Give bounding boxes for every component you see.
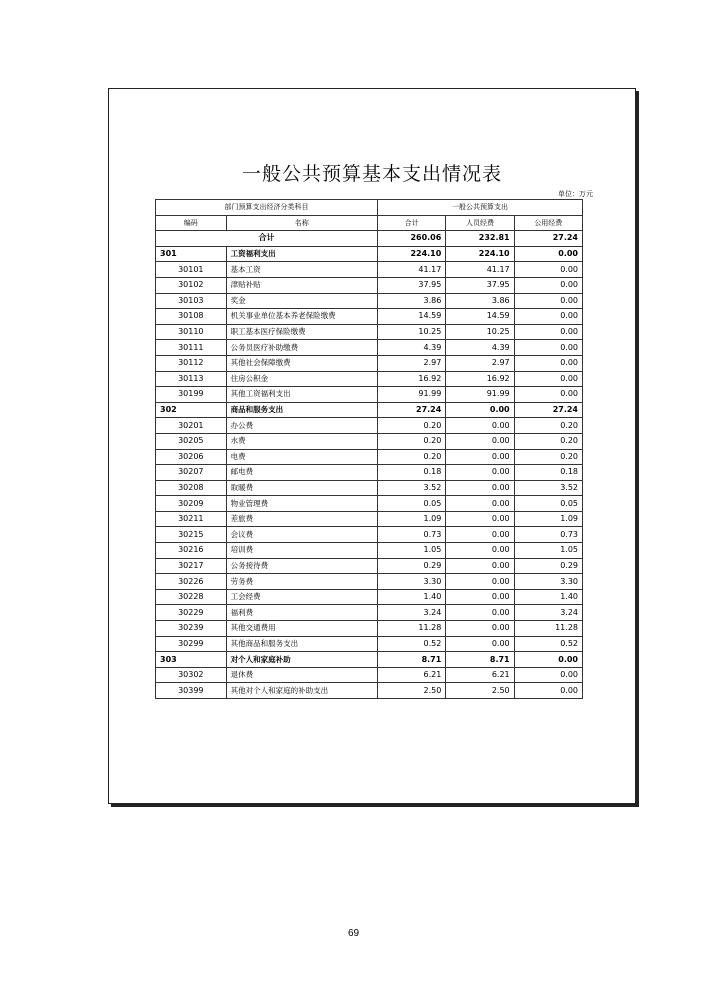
code-cell: 30112 (156, 355, 227, 371)
total-cell: 4.39 (378, 340, 446, 356)
name-cell: 电费 (226, 449, 377, 465)
total-cell: 260.06 (378, 231, 446, 247)
code-cell: 30229 (156, 605, 227, 621)
total-cell: 224.10 (378, 246, 446, 262)
personnel-cell: 0.00 (446, 402, 514, 418)
total-cell: 3.24 (378, 605, 446, 621)
total-cell: 11.28 (378, 621, 446, 637)
category-row (156, 246, 583, 262)
public-cell: 0.00 (514, 683, 582, 699)
name-cell: 劳务费 (226, 574, 377, 590)
personnel-cell: 0.00 (446, 558, 514, 574)
total-cell: 3.30 (378, 574, 446, 590)
total-cell: 1.09 (378, 511, 446, 527)
personnel-cell: 41.17 (446, 262, 514, 278)
code-cell: 30103 (156, 293, 227, 309)
code-cell: 30209 (156, 496, 227, 512)
public-cell: 0.00 (514, 277, 582, 293)
public-cell: 1.40 (514, 589, 582, 605)
total-cell: 27.24 (378, 402, 446, 418)
name-cell: 职工基本医疗保险缴费 (226, 324, 377, 340)
name-cell: 住房公积金 (226, 371, 377, 387)
name-cell: 培训费 (226, 543, 377, 559)
name-cell: 其他交通费用 (226, 621, 377, 637)
code-cell: 30215 (156, 527, 227, 543)
total-cell: 0.05 (378, 496, 446, 512)
name-cell: 物业管理费 (226, 496, 377, 512)
code-cell: 30211 (156, 511, 227, 527)
budget-expenditure-table (155, 199, 583, 699)
name-cell: 公务接待费 (226, 558, 377, 574)
table-row (156, 496, 583, 512)
name-cell: 工会经费 (226, 589, 377, 605)
code-cell: 30201 (156, 418, 227, 434)
public-cell: 0.73 (514, 527, 582, 543)
personnel-cell: 0.00 (446, 496, 514, 512)
personnel-cell: 3.86 (446, 293, 514, 309)
personnel-cell: 14.59 (446, 309, 514, 325)
code-cell: 30111 (156, 340, 227, 356)
name-cell: 水费 (226, 433, 377, 449)
personnel-cell: 2.50 (446, 683, 514, 699)
public-cell: 3.30 (514, 574, 582, 590)
code-cell: 303 (156, 652, 227, 668)
personnel-cell: 0.00 (446, 605, 514, 621)
table-row (156, 667, 583, 683)
total-cell: 0.20 (378, 418, 446, 434)
public-cell: 0.00 (514, 293, 582, 309)
code-cell: 30226 (156, 574, 227, 590)
personnel-cell: 8.71 (446, 652, 514, 668)
public-cell: 0.29 (514, 558, 582, 574)
category-row (156, 652, 583, 668)
name-cell: 基本工资 (226, 262, 377, 278)
name-cell: 奖金 (226, 293, 377, 309)
table-row (156, 309, 583, 325)
personnel-cell: 0.00 (446, 636, 514, 652)
public-cell: 0.20 (514, 449, 582, 465)
public-cell: 0.00 (514, 324, 582, 340)
table-row (156, 636, 583, 652)
code-cell: 30110 (156, 324, 227, 340)
public-cell: 0.18 (514, 465, 582, 481)
table-row (156, 449, 583, 465)
name-cell: 差旅费 (226, 511, 377, 527)
name-cell: 办公费 (226, 418, 377, 434)
category-row (156, 402, 583, 418)
total-cell: 3.52 (378, 480, 446, 496)
name-cell: 工资福利支出 (226, 246, 377, 262)
table-row (156, 589, 583, 605)
total-cell: 0.18 (378, 465, 446, 481)
personnel-cell: 91.99 (446, 387, 514, 403)
personnel-cell: 0.00 (446, 449, 514, 465)
page-number: 69 (347, 928, 360, 939)
code-cell: 30101 (156, 262, 227, 278)
name-cell: 津贴补贴 (226, 277, 377, 293)
code-cell: 30399 (156, 683, 227, 699)
public-cell: 0.00 (514, 667, 582, 683)
personnel-cell: 0.00 (446, 527, 514, 543)
total-cell: 91.99 (378, 387, 446, 403)
table-row (156, 371, 583, 387)
code-cell: 30205 (156, 433, 227, 449)
personnel-cell: 10.25 (446, 324, 514, 340)
table-row (156, 605, 583, 621)
personnel-cell: 0.00 (446, 543, 514, 559)
total-cell: 37.95 (378, 277, 446, 293)
code-cell: 30239 (156, 621, 227, 637)
total-label: 合计 (156, 231, 378, 247)
personnel-cell: 0.00 (446, 433, 514, 449)
code-cell: 30108 (156, 309, 227, 325)
total-cell: 3.86 (378, 293, 446, 309)
total-cell: 1.05 (378, 543, 446, 559)
personnel-cell: 0.00 (446, 589, 514, 605)
total-cell: 8.71 (378, 652, 446, 668)
table-row (156, 293, 583, 309)
public-cell: 27.24 (514, 402, 582, 418)
name-cell: 公务员医疗补助缴费 (226, 340, 377, 356)
total-cell: 0.29 (378, 558, 446, 574)
public-cell: 0.00 (514, 371, 582, 387)
name-cell: 福利费 (226, 605, 377, 621)
public-cell: 1.09 (514, 511, 582, 527)
public-cell: 0.20 (514, 418, 582, 434)
document-title: 一般公共预算基本支出情况表 (241, 163, 502, 185)
code-cell: 30207 (156, 465, 227, 481)
code-cell: 302 (156, 402, 227, 418)
code-cell: 30113 (156, 371, 227, 387)
table-row (156, 433, 583, 449)
name-cell: 其他社会保障缴费 (226, 355, 377, 371)
public-cell: 0.00 (514, 262, 582, 278)
public-cell: 0.00 (514, 309, 582, 325)
table-row (156, 465, 583, 481)
name-cell: 机关事业单位基本养老保险缴费 (226, 309, 377, 325)
name-cell: 退休费 (226, 667, 377, 683)
column-header-total: 合计 (378, 215, 446, 231)
public-cell: 0.00 (514, 340, 582, 356)
header-classification-group: 部门预算支出经济分类科目 (156, 200, 378, 216)
personnel-cell: 4.39 (446, 340, 514, 356)
name-cell: 其他工资福利支出 (226, 387, 377, 403)
public-cell: 0.00 (514, 387, 582, 403)
name-cell: 会议费 (226, 527, 377, 543)
table-row (156, 262, 583, 278)
total-cell: 16.92 (378, 371, 446, 387)
name-cell: 邮电费 (226, 465, 377, 481)
code-cell: 30206 (156, 449, 227, 465)
public-cell: 1.05 (514, 543, 582, 559)
code-cell: 301 (156, 246, 227, 262)
public-cell: 0.00 (514, 355, 582, 371)
public-cell: 3.52 (514, 480, 582, 496)
table-column-header-row (156, 215, 583, 231)
public-cell: 0.05 (514, 496, 582, 512)
unit-label: 单位：万元 (558, 190, 593, 198)
personnel-cell: 0.00 (446, 511, 514, 527)
table-row (156, 418, 583, 434)
code-cell: 30299 (156, 636, 227, 652)
table-group-header-row (156, 200, 583, 216)
personnel-cell: 37.95 (446, 277, 514, 293)
personnel-cell: 0.00 (446, 418, 514, 434)
table-row (156, 683, 583, 699)
personnel-cell: 232.81 (446, 231, 514, 247)
total-row (156, 231, 583, 247)
name-cell: 对个人和家庭补助 (226, 652, 377, 668)
public-cell: 0.00 (514, 246, 582, 262)
code-cell: 30302 (156, 667, 227, 683)
total-cell: 6.21 (378, 667, 446, 683)
public-cell: 11.28 (514, 621, 582, 637)
table-row (156, 511, 583, 527)
personnel-cell: 2.97 (446, 355, 514, 371)
total-cell: 0.20 (378, 449, 446, 465)
name-cell: 商品和服务支出 (226, 402, 377, 418)
total-cell: 2.97 (378, 355, 446, 371)
personnel-cell: 0.00 (446, 465, 514, 481)
name-cell: 其他对个人和家庭的补助支出 (226, 683, 377, 699)
name-cell: 其他商品和服务支出 (226, 636, 377, 652)
document-page-frame (108, 88, 636, 804)
personnel-cell: 0.00 (446, 480, 514, 496)
code-cell: 30102 (156, 277, 227, 293)
table-row (156, 621, 583, 637)
personnel-cell: 0.00 (446, 621, 514, 637)
personnel-cell: 0.00 (446, 574, 514, 590)
total-cell: 1.40 (378, 589, 446, 605)
table-row (156, 324, 583, 340)
code-cell: 30216 (156, 543, 227, 559)
code-cell: 30208 (156, 480, 227, 496)
table-row (156, 387, 583, 403)
total-cell: 0.20 (378, 433, 446, 449)
personnel-cell: 16.92 (446, 371, 514, 387)
table-row (156, 527, 583, 543)
total-cell: 2.50 (378, 683, 446, 699)
personnel-cell: 6.21 (446, 667, 514, 683)
personnel-cell: 224.10 (446, 246, 514, 262)
table-row (156, 558, 583, 574)
table-row (156, 355, 583, 371)
public-cell: 0.00 (514, 652, 582, 668)
public-cell: 27.24 (514, 231, 582, 247)
column-header-public: 公用经费 (514, 215, 582, 231)
total-cell: 14.59 (378, 309, 446, 325)
column-header-name: 名称 (226, 215, 377, 231)
column-header-personnel: 人员经费 (446, 215, 514, 231)
public-cell: 3.24 (514, 605, 582, 621)
total-cell: 41.17 (378, 262, 446, 278)
public-cell: 0.52 (514, 636, 582, 652)
table-row (156, 543, 583, 559)
code-cell: 30228 (156, 589, 227, 605)
code-cell: 30217 (156, 558, 227, 574)
column-header-code: 编码 (156, 215, 227, 231)
table-row (156, 480, 583, 496)
name-cell: 取暖费 (226, 480, 377, 496)
public-cell: 0.20 (514, 433, 582, 449)
table-row (156, 277, 583, 293)
table-row (156, 574, 583, 590)
table-row (156, 340, 583, 356)
total-cell: 10.25 (378, 324, 446, 340)
header-budget-group: 一般公共预算支出 (378, 200, 583, 216)
total-cell: 0.52 (378, 636, 446, 652)
total-cell: 0.73 (378, 527, 446, 543)
code-cell: 30199 (156, 387, 227, 403)
